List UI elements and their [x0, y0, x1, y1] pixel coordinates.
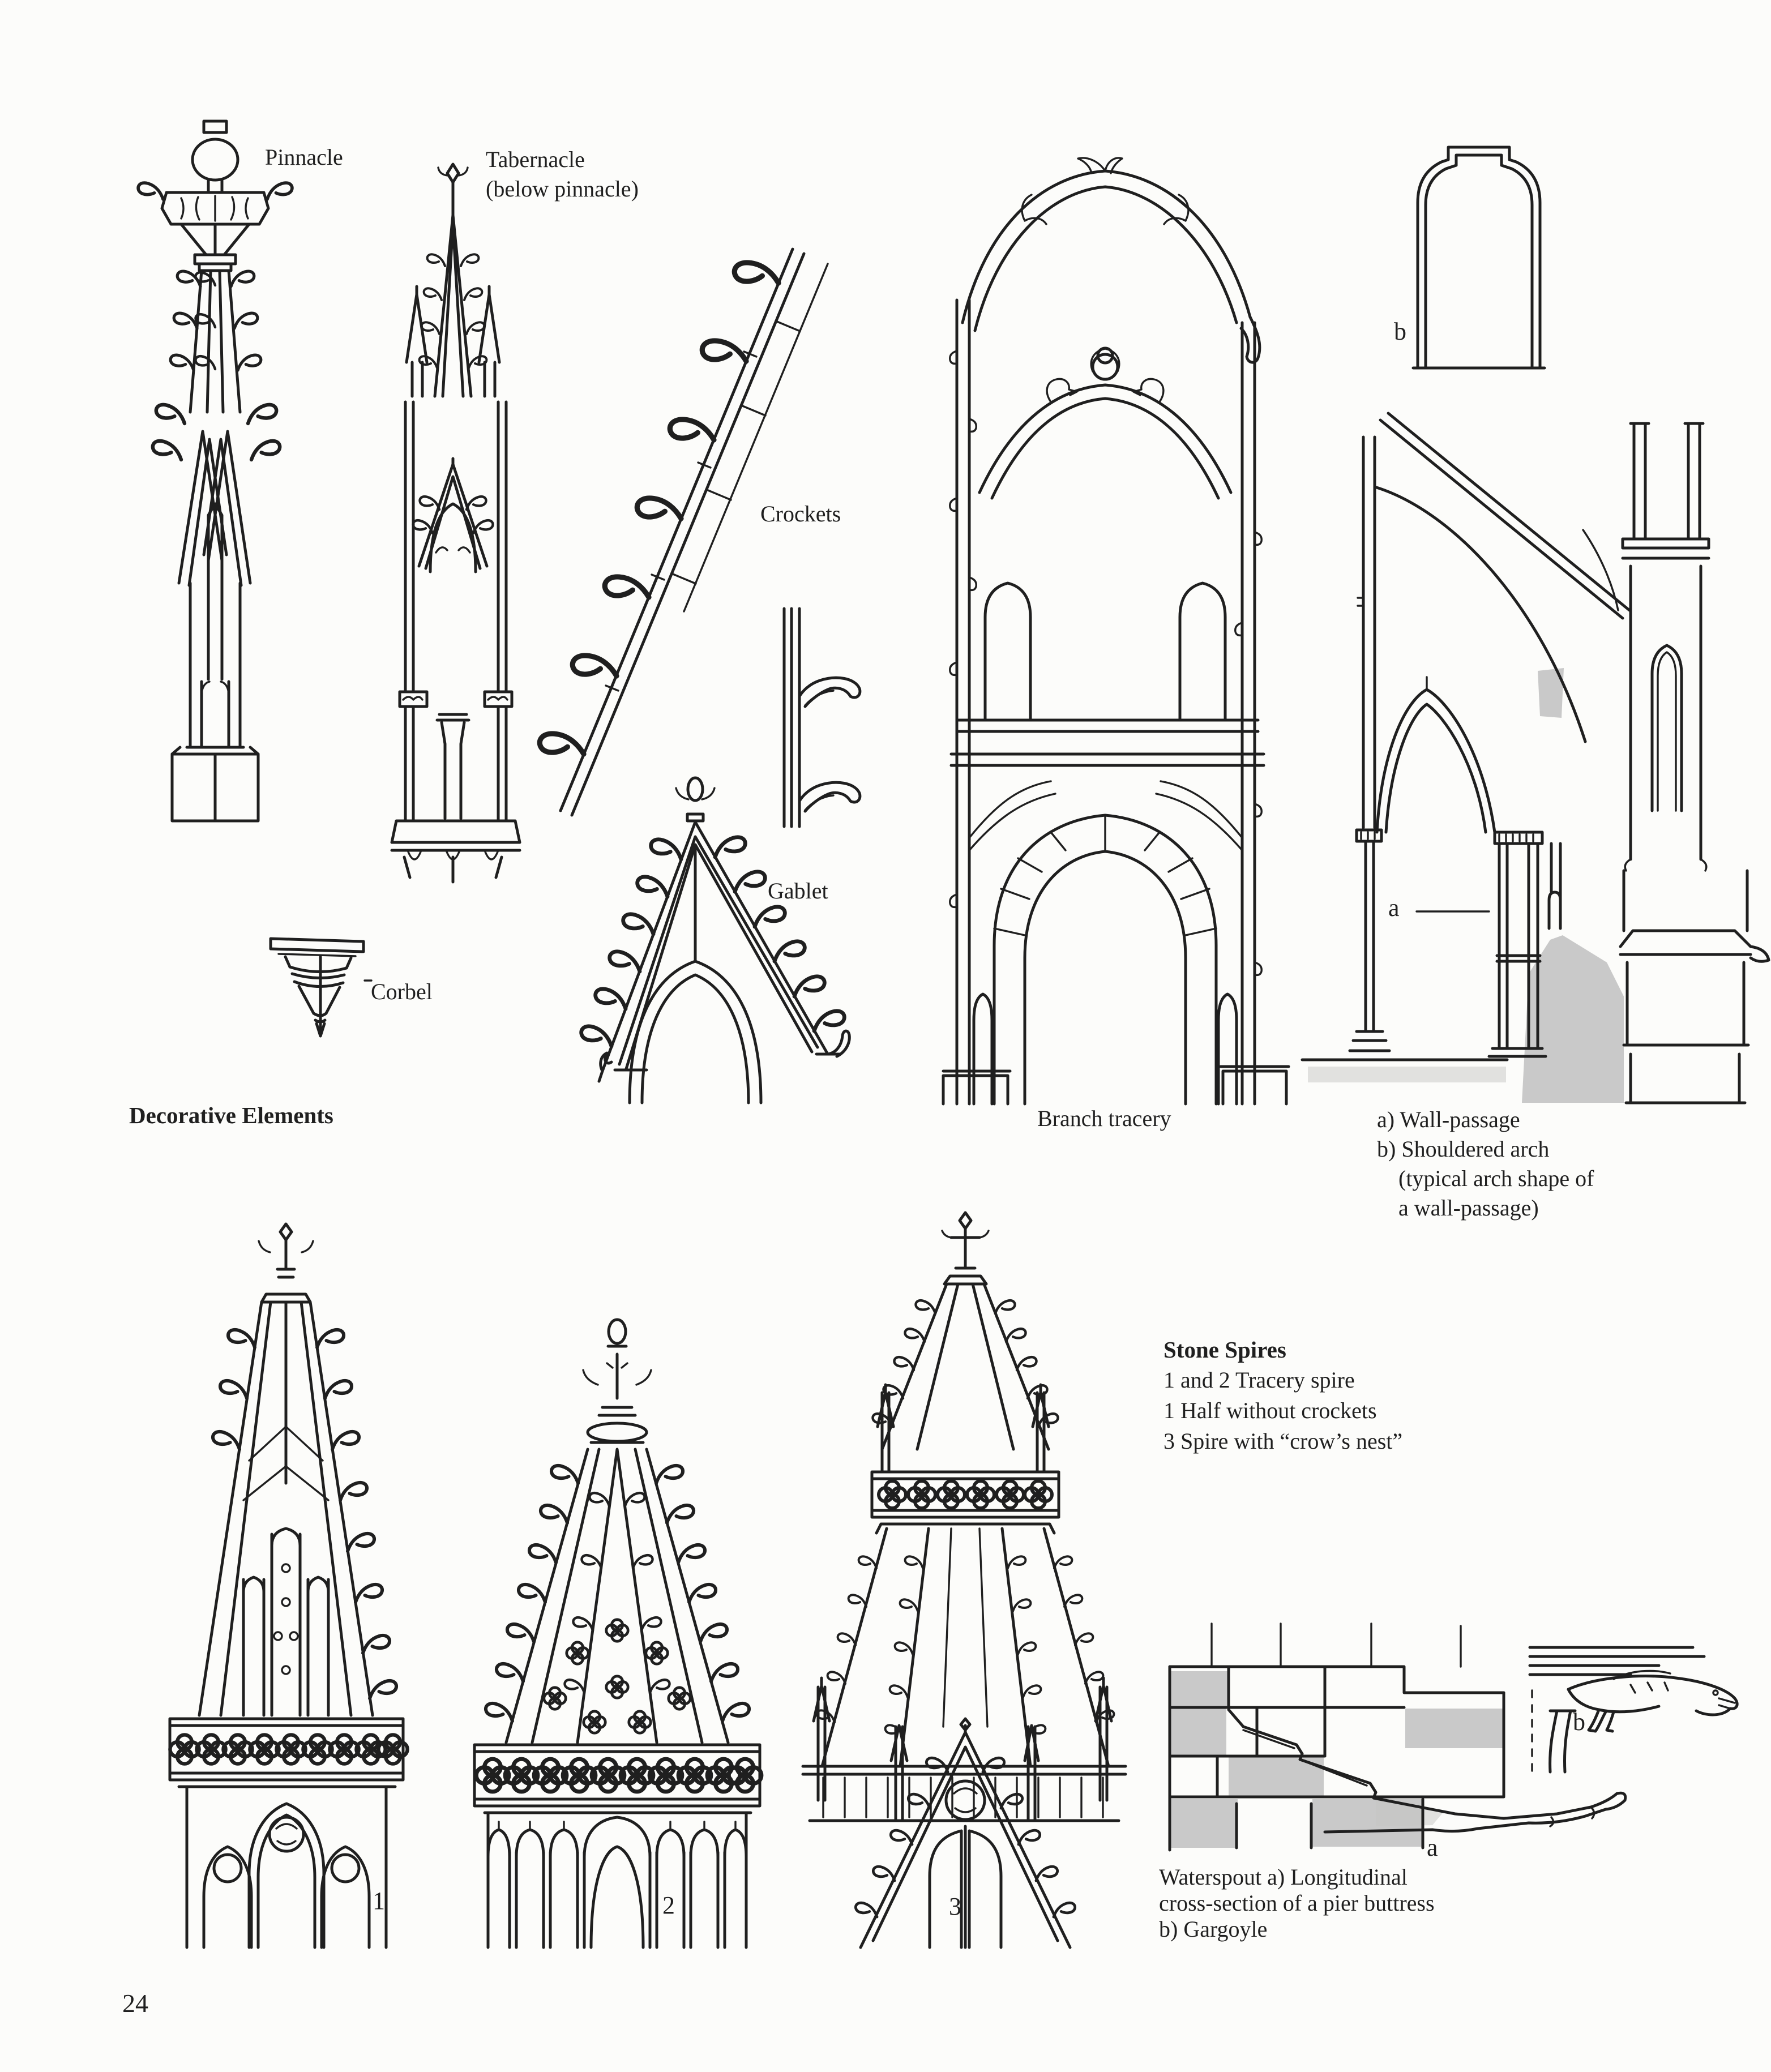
stone-spires-line1: 1 and 2 Tracery spire — [1163, 1367, 1355, 1393]
wall-passage-figure — [1297, 362, 1771, 1104]
waterspout-marker-a: a — [1427, 1834, 1438, 1861]
spire-1-figure — [159, 1217, 425, 1947]
crockets-label: Crockets — [760, 501, 841, 526]
wall-passage-caption-line4: a wall-passage) — [1398, 1195, 1539, 1221]
spire-number-2: 2 — [662, 1891, 675, 1919]
stone-spires-line3: 3 Spire with “crow’s nest” — [1163, 1428, 1403, 1454]
corbel-label: Corbel — [371, 979, 433, 1004]
branch-tracery-caption: Branch tracery — [1037, 1106, 1171, 1131]
gablet-label: Gablet — [768, 878, 828, 904]
gargoyle-marker-b: b — [1573, 1708, 1585, 1736]
tabernacle-figure — [391, 153, 521, 889]
shouldered-arch-figure — [1387, 136, 1557, 374]
gargoyle-figure — [1523, 1630, 1771, 1795]
wall-passage-caption-line1: a) Wall-passage — [1377, 1107, 1520, 1132]
spire-number-1: 1 — [373, 1887, 385, 1915]
spire-number-3: 3 — [949, 1893, 961, 1920]
stone-spires-title: Stone Spires — [1163, 1337, 1286, 1363]
waterspout-caption-line3: b) Gargoyle — [1159, 1916, 1268, 1942]
corbel-figure — [266, 934, 396, 1044]
decorative-elements-title: Decorative Elements — [129, 1102, 333, 1128]
wall-passage-marker-a: a — [1388, 894, 1400, 922]
waterspout-caption-line1: Waterspout a) Longitudinal — [1159, 1864, 1408, 1890]
shouldered-arch-marker-b: b — [1394, 318, 1406, 345]
tabernacle-label-line1: Tabernacle — [486, 147, 585, 172]
waterspout-caption-line2: cross-section of a pier buttress — [1159, 1890, 1435, 1916]
branch-tracery-figure — [940, 136, 1291, 1104]
wall-passage-caption-line3: (typical arch shape of — [1398, 1166, 1594, 1191]
pinnacle-figure — [147, 113, 283, 838]
tabernacle-label-line2: (below pinnacle) — [486, 176, 639, 202]
stone-spires-line2: 1 Half without crockets — [1163, 1398, 1377, 1423]
spire-3-figure — [787, 1206, 1127, 1953]
wall-passage-caption-line2: b) Shouldered arch — [1377, 1136, 1550, 1162]
spire-2-figure — [464, 1313, 770, 1947]
gablet-figure — [594, 770, 855, 1110]
pinnacle-label: Pinnacle — [265, 144, 343, 170]
page-number: 24 — [122, 1989, 148, 2018]
